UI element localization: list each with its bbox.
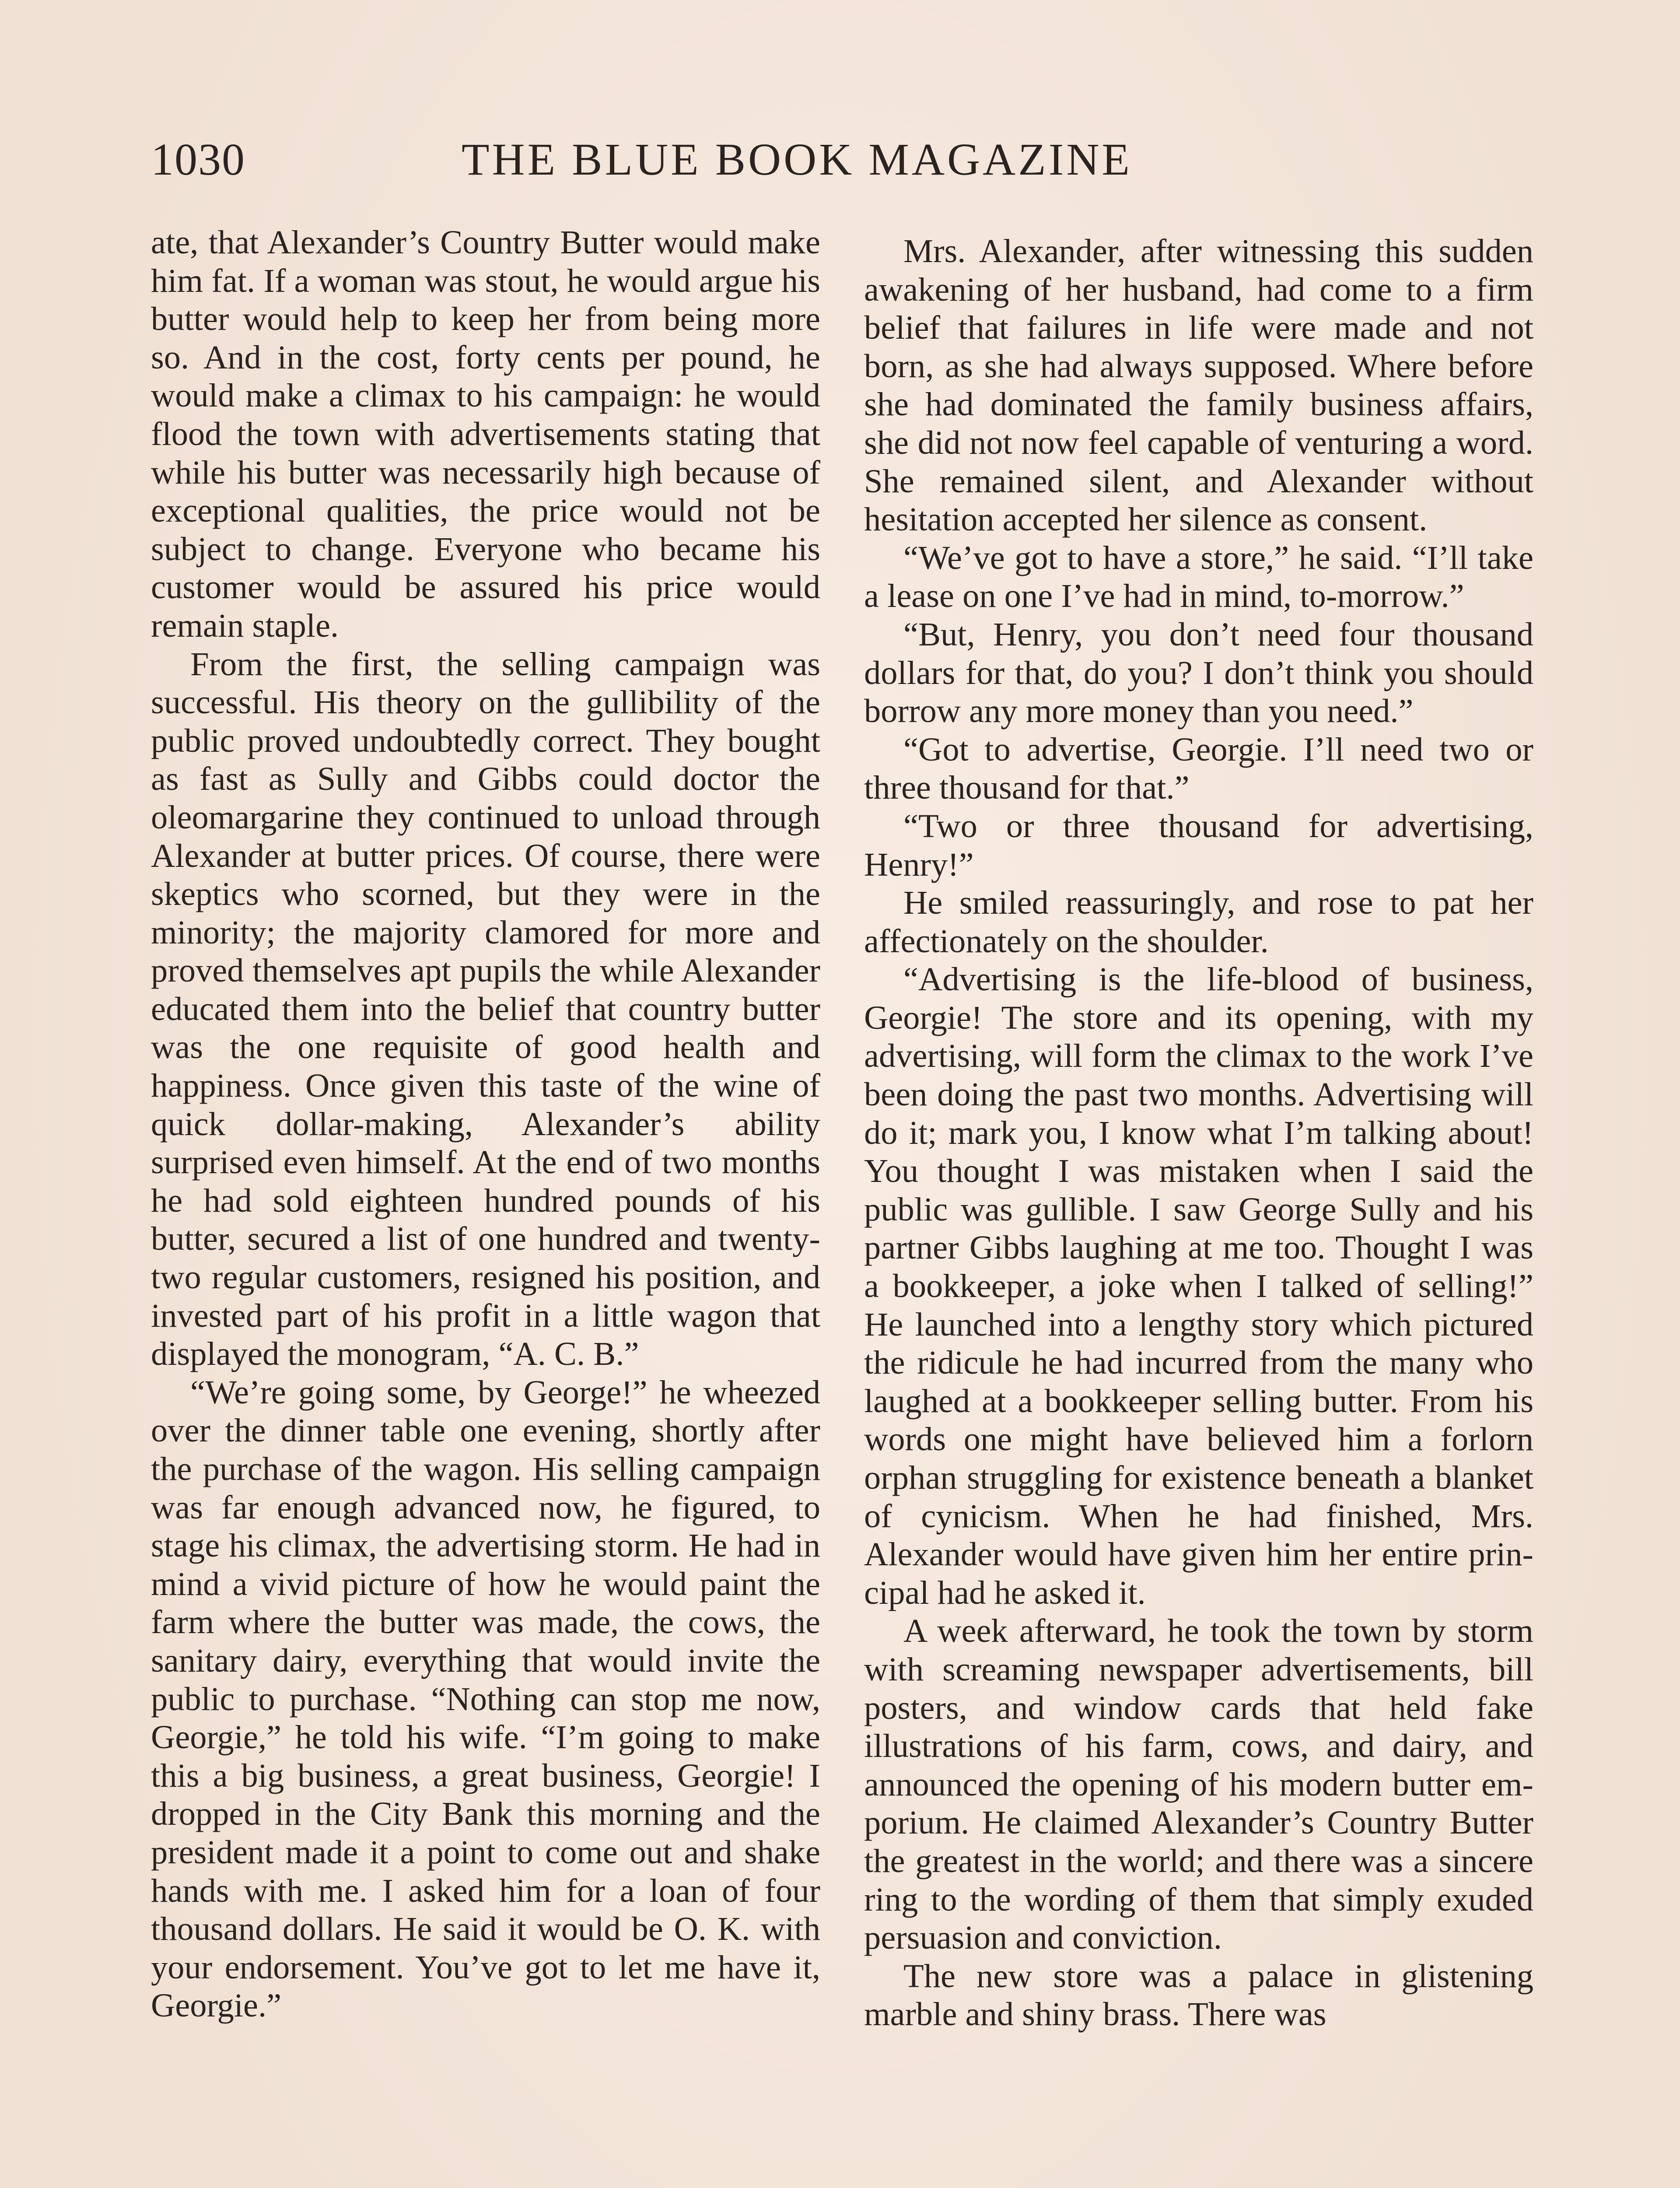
paragraph: “We’re going some, by George!” he wheezed over the dinner table one evening, shortly after the purchase of the wagon. His selling campaign was far enough advanced now, he figured, to stage his climax, the advertising storm. He had in mind a vivid picture of how he would paint the farm where the butter was made, the cows, the sanitary dairy, everything that would invite the public to purchase. “Nothing can stop me now, Georgie,” he told his wife. “I’m going to make this a big business, a great business, Georgie! I dropped in the City Bank this morning and the president made it a point to come out and shake hands with me. I asked him for a loan of four thousand dollars. He said it would be O. K. with your endorsement. You’ve got to let me have it, Georgie.” (151, 1373, 820, 2024)
right-column (864, 232, 1533, 2034)
paragraph: “We’ve got to have a store,” he said. “I’ll take a lease on one I’ve had in mind, to-morrow.” (864, 539, 1533, 615)
paragraph: “Two or three thousand for advertising, Henry!” (864, 807, 1533, 883)
magazine-title: THE BLUE BOOK MAGAZINE (462, 134, 1132, 185)
paragraph: “But, Henry, you don’t need four thousand dollars for that, do you? I don’t think you should borrow any more money than you need.” (864, 615, 1533, 730)
page-number: 1030 (151, 134, 245, 185)
paragraph: ate, that Alexander’s Country Butter would make him fat. If a woman was stout, he would argue his butter would help to keep her from being more so. And in the cost, forty cents per pound, he would make a climax to his campaign: he would flood the town with advertisements stating that while his butter was necessarily high because of exceptional qualities, the price would not be subject to change. Everyone who became his customer would be assured his price would remain staple. (151, 224, 820, 644)
paragraph: “Advertising is the life-blood of business, Georgie! The store and its opening, with my advertising, will form the climax to the work I’ve been doing the past two months. Advertising will do it; mark you, I know what I’m talking about! You thought I was mistaken when I said the public was gullible. I saw George Sully and his partner Gibbs laughing at me too. Thought I was a bookkeeper, a joke when I talked of selling!” He launched into a lengthy story which pictured the ridicule he had incurred from the many who laughed at a bookkeeper selling butter. From his words one might have believed him a forlorn orphan struggling for existence beneath a blanket of cynicism. When he had finished, Mrs. Alexander would have given him her entire principal had he asked it. (864, 961, 1533, 1611)
paragraph: He smiled reassuringly, and rose to pat her affectionately on the shoulder. (864, 884, 1533, 960)
paragraph: The new store was a palace in glistening marble and shiny brass. There was (864, 1957, 1533, 2033)
paragraph: “Got to advertise, Georgie. I’ll need two or three thousand for that.” (864, 730, 1533, 806)
left-column (151, 223, 820, 2025)
paragraph: From the first, the selling campaign was successful. His theory on the gullibility of the public proved undoubtedly correct. They bought as fast as Sully and Gibbs could doctor the oleomargarine they continued to unload through Alexander at butter prices. Of course, there were skeptics who scorned, but they were in the minority; the majority clamored for more and proved themselves apt pupils the while Alexander educated them into the belief that country butter was the one requisite of good health and happiness. Once given this taste of the wine of quick dollar-making, Alexander’s ability surprised even himself. At the end of two months he had sold eighteen hundred pounds of his butter, secured a list of one hundred and twenty-two regular customers, resigned his position, and invested part of his profit in a little wagon that displayed the monogram, “A. C. B.” (151, 645, 820, 1373)
paragraph: Mrs. Alexander, after witnessing this sudden awakening of her husband, had come to a firm belief that failures in life were made and not born, as she had always supposed. Where before she had dominated the family business affairs, she did not now feel capable of venturing a word. She remained silent, and Alexander without hesitation accepted her silence as consent. (864, 232, 1533, 538)
paragraph: A week afterward, he took the town by storm with screaming newspaper advertisements, bill posters, and window cards that held fake illustrations of his farm, cows, and dairy, and announced the opening of his modern butter emporium. He claimed Alexander’s Country Butter the greatest in the world; and there was a sincere ring to the wording of them that simply exuded persuasion and conviction. (864, 1612, 1533, 1957)
page-header (151, 127, 1234, 193)
